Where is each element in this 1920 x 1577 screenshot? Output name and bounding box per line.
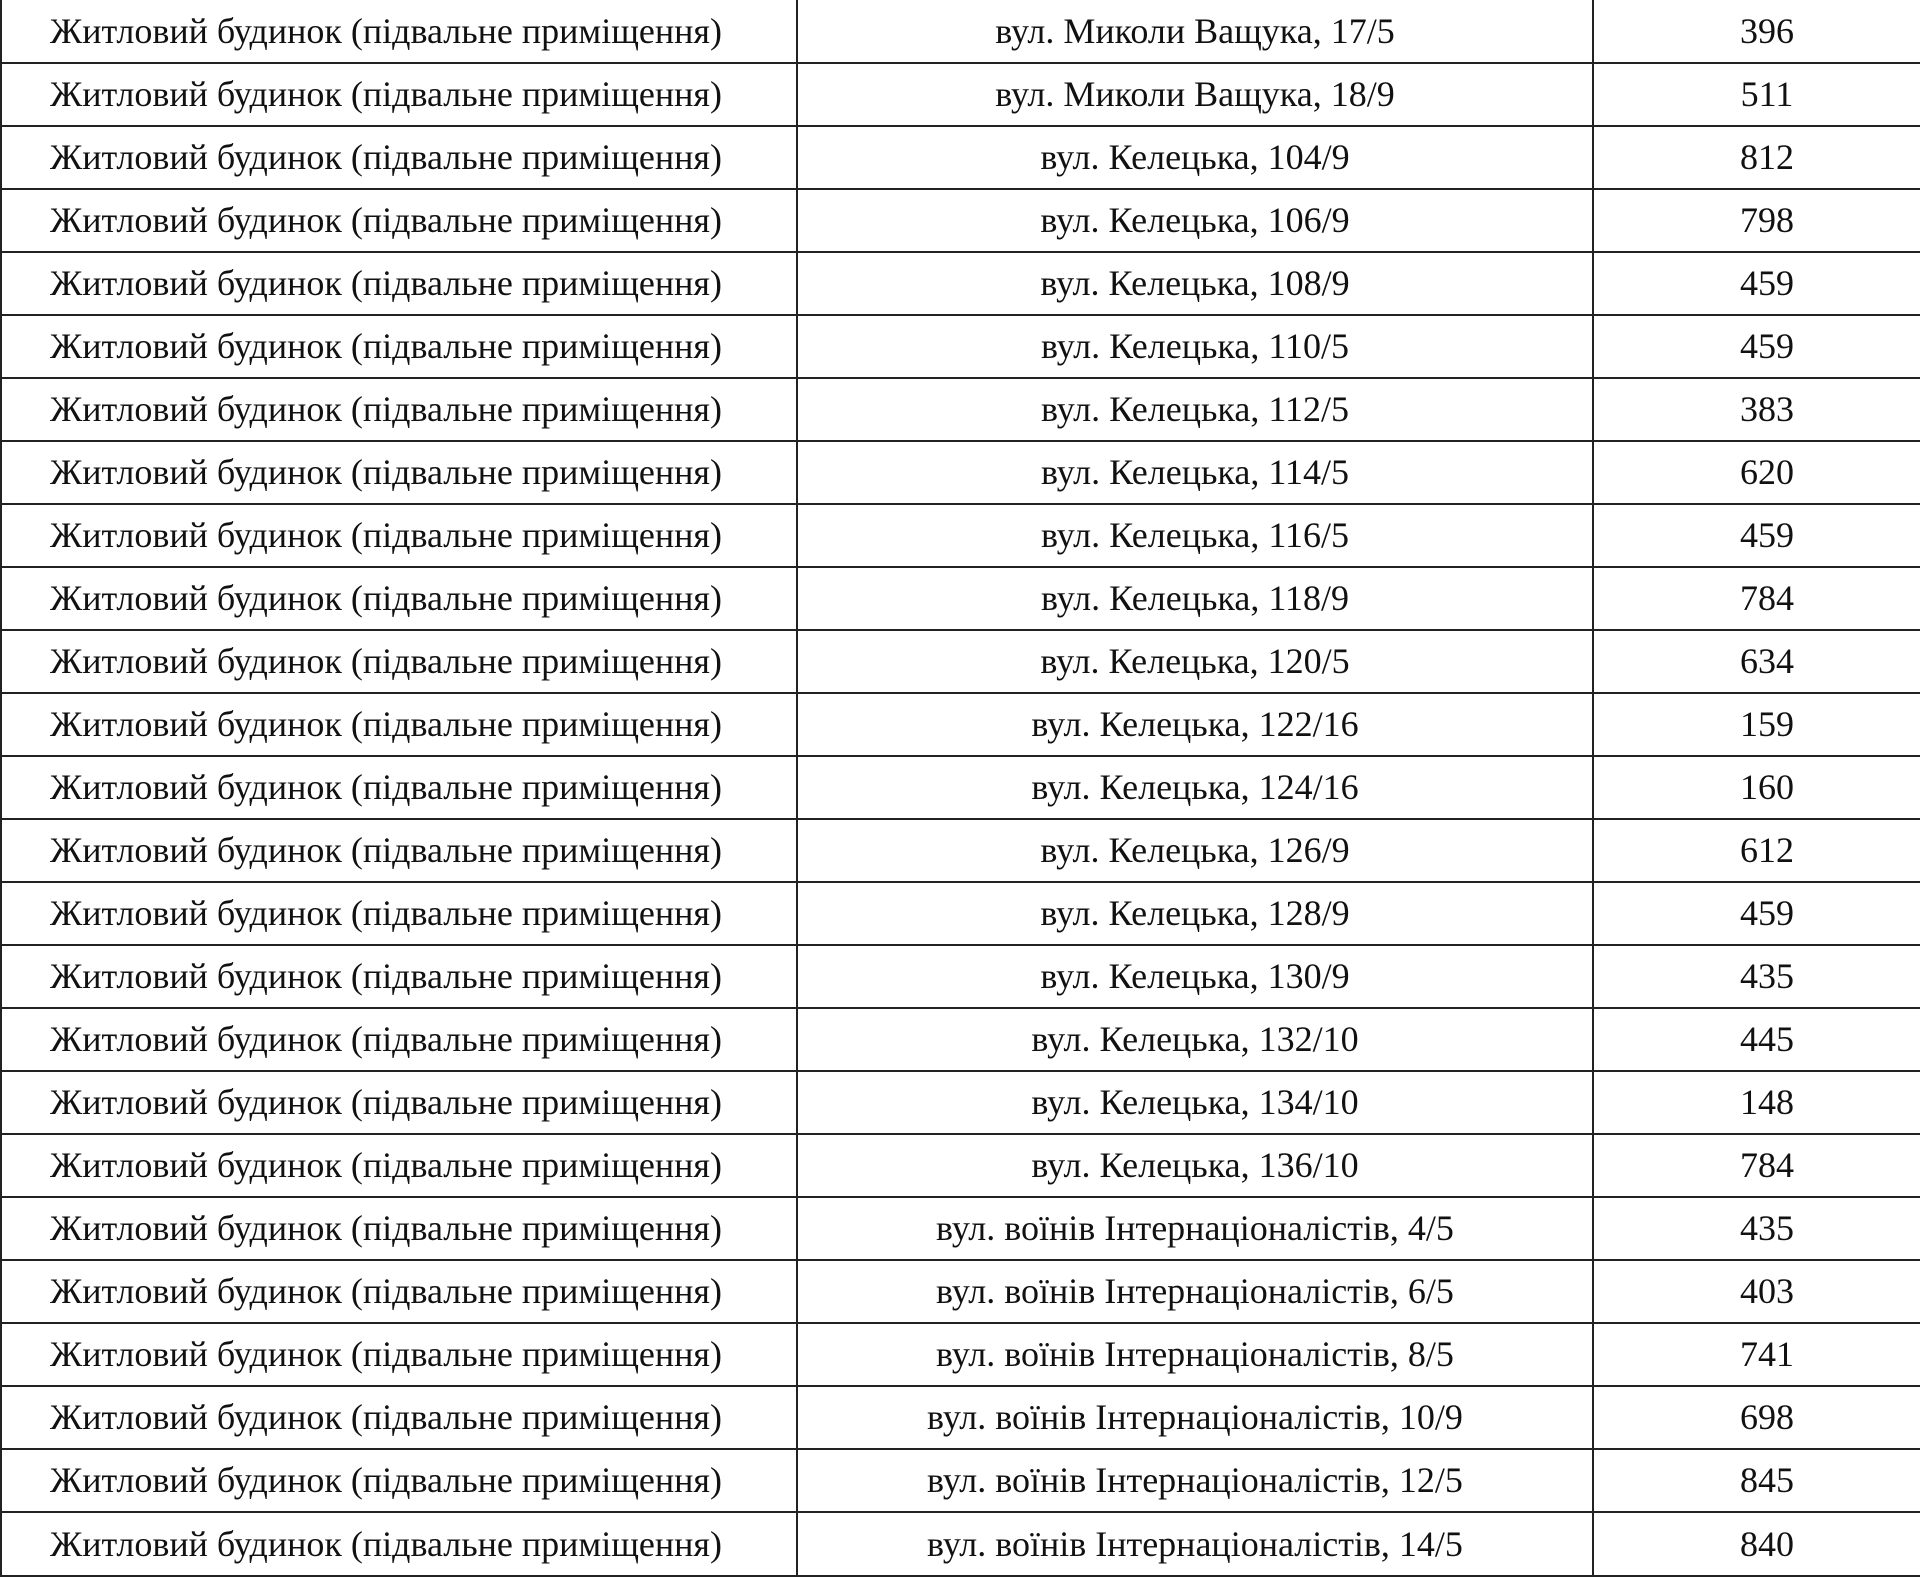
value-cell: 698 (1593, 1386, 1920, 1449)
value-cell: 784 (1593, 567, 1920, 630)
table-row (1, 567, 1920, 630)
value-cell: 798 (1593, 189, 1920, 252)
address-cell: вул. Келецька, 122/16 (797, 693, 1593, 756)
object-cell: Житловий будинок (підвальне приміщення) (1, 1323, 797, 1386)
value-cell: 741 (1593, 1323, 1920, 1386)
address-cell: вул. воїнів Інтернаціоналістів, 12/5 (797, 1449, 1593, 1512)
table-row (1, 441, 1920, 504)
address-cell: вул. Келецька, 114/5 (797, 441, 1593, 504)
table-row (1, 1071, 1920, 1134)
object-cell: Житловий будинок (підвальне приміщення) (1, 0, 797, 63)
table-row (1, 0, 1920, 63)
object-cell: Житловий будинок (підвальне приміщення) (1, 315, 797, 378)
table-row (1, 1197, 1920, 1260)
object-cell: Житловий будинок (підвальне приміщення) (1, 630, 797, 693)
object-cell: Житловий будинок (підвальне приміщення) (1, 1008, 797, 1071)
object-cell: Житловий будинок (підвальне приміщення) (1, 189, 797, 252)
address-cell: вул. Келецька, 132/10 (797, 1008, 1593, 1071)
address-cell: вул. Келецька, 124/16 (797, 756, 1593, 819)
value-cell: 845 (1593, 1449, 1920, 1512)
address-cell: вул. Келецька, 110/5 (797, 315, 1593, 378)
value-cell: 435 (1593, 945, 1920, 1008)
address-cell: вул. Келецька, 120/5 (797, 630, 1593, 693)
table-row (1, 819, 1920, 882)
address-cell: вул. Келецька, 108/9 (797, 252, 1593, 315)
value-cell: 459 (1593, 504, 1920, 567)
table-row (1, 189, 1920, 252)
address-cell: вул. Келецька, 104/9 (797, 126, 1593, 189)
value-cell: 620 (1593, 441, 1920, 504)
object-cell: Житловий будинок (підвальне приміщення) (1, 567, 797, 630)
object-cell: Житловий будинок (підвальне приміщення) (1, 882, 797, 945)
value-cell: 784 (1593, 1134, 1920, 1197)
value-cell: 396 (1593, 0, 1920, 63)
address-cell: вул. воїнів Інтернаціоналістів, 6/5 (797, 1260, 1593, 1323)
address-cell: вул. воїнів Інтернаціоналістів, 4/5 (797, 1197, 1593, 1260)
object-cell: Житловий будинок (підвальне приміщення) (1, 1260, 797, 1323)
object-cell: Житловий будинок (підвальне приміщення) (1, 126, 797, 189)
table-body (1, 0, 1920, 1576)
value-cell: 148 (1593, 1071, 1920, 1134)
object-cell: Житловий будинок (підвальне приміщення) (1, 252, 797, 315)
address-cell: вул. Келецька, 118/9 (797, 567, 1593, 630)
table-row (1, 1323, 1920, 1386)
value-cell: 160 (1593, 756, 1920, 819)
table-row (1, 1512, 1920, 1576)
value-cell: 612 (1593, 819, 1920, 882)
value-cell: 403 (1593, 1260, 1920, 1323)
object-cell: Житловий будинок (підвальне приміщення) (1, 1449, 797, 1512)
address-cell: вул. воїнів Інтернаціоналістів, 14/5 (797, 1512, 1593, 1576)
address-cell: вул. воїнів Інтернаціоналістів, 8/5 (797, 1323, 1593, 1386)
object-cell: Житловий будинок (підвальне приміщення) (1, 945, 797, 1008)
table-row (1, 378, 1920, 441)
value-cell: 812 (1593, 126, 1920, 189)
table-row (1, 1260, 1920, 1323)
table-row (1, 882, 1920, 945)
object-cell: Житловий будинок (підвальне приміщення) (1, 693, 797, 756)
table-row (1, 315, 1920, 378)
table-row (1, 252, 1920, 315)
table-row (1, 693, 1920, 756)
table-row (1, 1386, 1920, 1449)
value-cell: 459 (1593, 252, 1920, 315)
table-row (1, 504, 1920, 567)
table-row (1, 63, 1920, 126)
value-cell: 159 (1593, 693, 1920, 756)
value-cell: 840 (1593, 1512, 1920, 1576)
value-cell: 634 (1593, 630, 1920, 693)
object-cell: Житловий будинок (підвальне приміщення) (1, 1197, 797, 1260)
object-cell: Житловий будинок (підвальне приміщення) (1, 378, 797, 441)
table-row (1, 945, 1920, 1008)
object-cell: Житловий будинок (підвальне приміщення) (1, 819, 797, 882)
object-cell: Житловий будинок (підвальне приміщення) (1, 1512, 797, 1576)
value-cell: 459 (1593, 882, 1920, 945)
address-cell: вул. Келецька, 128/9 (797, 882, 1593, 945)
object-cell: Житловий будинок (підвальне приміщення) (1, 1134, 797, 1197)
table-row (1, 756, 1920, 819)
table-row (1, 126, 1920, 189)
address-cell: вул. Миколи Ващука, 18/9 (797, 63, 1593, 126)
value-cell: 445 (1593, 1008, 1920, 1071)
object-cell: Житловий будинок (підвальне приміщення) (1, 504, 797, 567)
object-cell: Житловий будинок (підвальне приміщення) (1, 1071, 797, 1134)
object-cell: Житловий будинок (підвальне приміщення) (1, 441, 797, 504)
object-cell: Житловий будинок (підвальне приміщення) (1, 63, 797, 126)
address-cell: вул. Келецька, 112/5 (797, 378, 1593, 441)
value-cell: 511 (1593, 63, 1920, 126)
address-cell: вул. Келецька, 106/9 (797, 189, 1593, 252)
address-cell: вул. Келецька, 116/5 (797, 504, 1593, 567)
table-row (1, 1449, 1920, 1512)
value-cell: 435 (1593, 1197, 1920, 1260)
object-cell: Житловий будинок (підвальне приміщення) (1, 756, 797, 819)
table-row (1, 1134, 1920, 1197)
address-cell: вул. Келецька, 134/10 (797, 1071, 1593, 1134)
address-cell: вул. Келецька, 136/10 (797, 1134, 1593, 1197)
value-cell: 459 (1593, 315, 1920, 378)
address-cell: вул. Келецька, 130/9 (797, 945, 1593, 1008)
table-row (1, 630, 1920, 693)
value-cell: 383 (1593, 378, 1920, 441)
address-cell: вул. Миколи Ващука, 17/5 (797, 0, 1593, 63)
object-cell: Житловий будинок (підвальне приміщення) (1, 1386, 797, 1449)
address-cell: вул. Келецька, 126/9 (797, 819, 1593, 882)
table-row (1, 1008, 1920, 1071)
address-cell: вул. воїнів Інтернаціоналістів, 10/9 (797, 1386, 1593, 1449)
